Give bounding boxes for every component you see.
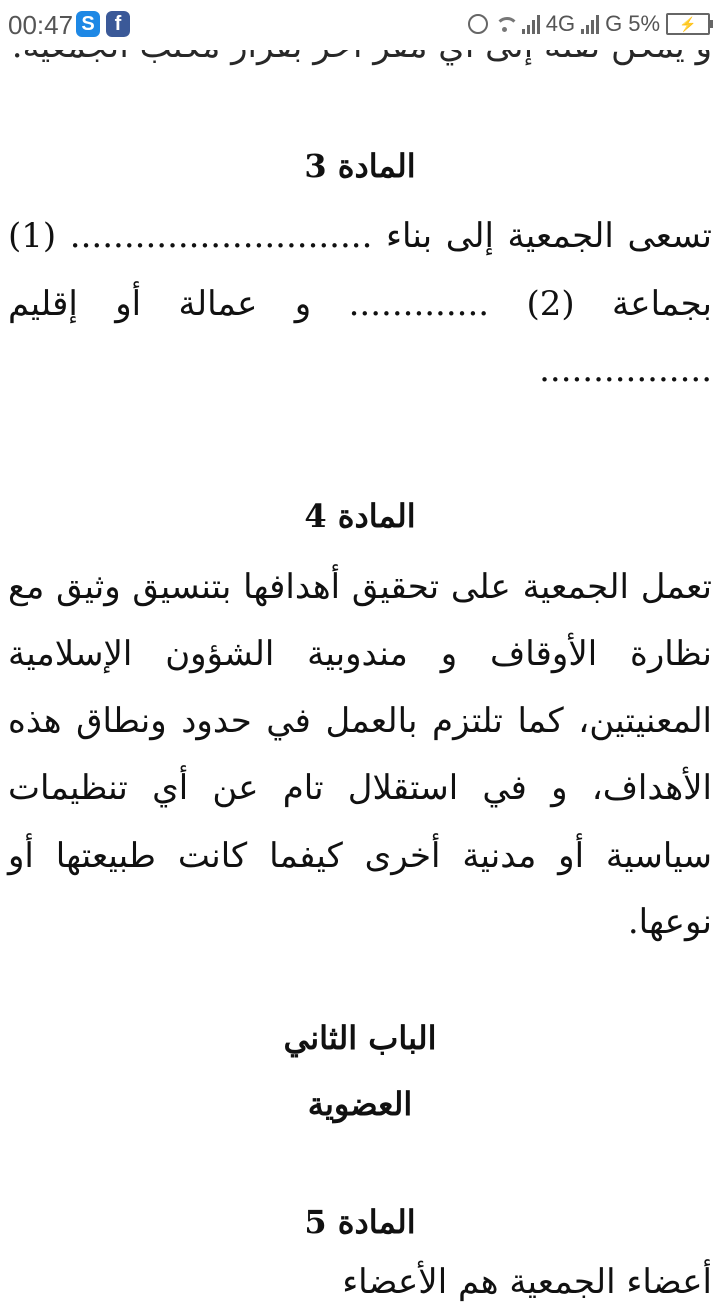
article-4-line-4: الأهداف، و في استقلال تام عن أي تنظيمات xyxy=(8,768,712,808)
article-4-title: المادة 4 xyxy=(304,497,416,535)
article-4-line-1: تعمل الجمعية على تحقيق أهدافها بتنسيق وثيق مع xyxy=(8,567,712,607)
article-4-line-3: المعنيتين، كما تلتزم بالعمل في حدود ونطاق هذه xyxy=(8,701,712,741)
signal-icon-2 xyxy=(581,14,599,34)
clock: 00:47 xyxy=(8,10,74,40)
article-3-line-1: تسعى الجمعية إلى بناء ............................ (1) xyxy=(8,216,712,256)
status-bar xyxy=(0,0,720,50)
chapter-2-title: الباب الثاني xyxy=(283,1019,437,1057)
battery-percent: 5% xyxy=(628,11,660,36)
network-type-label-2: G xyxy=(605,11,623,36)
signal-icon xyxy=(522,14,540,34)
chapter-2-subtitle: العضوية xyxy=(307,1085,413,1123)
battery-charging-icon: ⚡ xyxy=(666,13,710,35)
network-type-label: 4G xyxy=(545,11,576,36)
article-5-title: المادة 5 xyxy=(304,1203,416,1241)
article-4-line-2: نظارة الأوقاف و مندوبية الشؤون الإسلامية xyxy=(8,634,712,674)
alarm-icon xyxy=(468,14,488,34)
article-3-line-2: بجماعة (2) ............. و عمالة أو إقليم xyxy=(8,284,712,324)
article-3-title: المادة 3 xyxy=(304,147,416,185)
facebook-icon: f xyxy=(106,11,130,37)
article-3-line-3: ................ xyxy=(539,350,712,390)
skype-icon: S xyxy=(76,11,100,37)
article-4-line-6: نوعها. xyxy=(627,902,712,942)
wifi-icon xyxy=(494,15,516,33)
status-icons xyxy=(468,9,710,39)
article-5-partial-line: أعضاء الجمعية هم الأعضاء xyxy=(342,1262,712,1302)
article-4-line-5: سياسية أو مدنية أخرى كيفما كانت طبيعتها أو xyxy=(8,836,712,876)
